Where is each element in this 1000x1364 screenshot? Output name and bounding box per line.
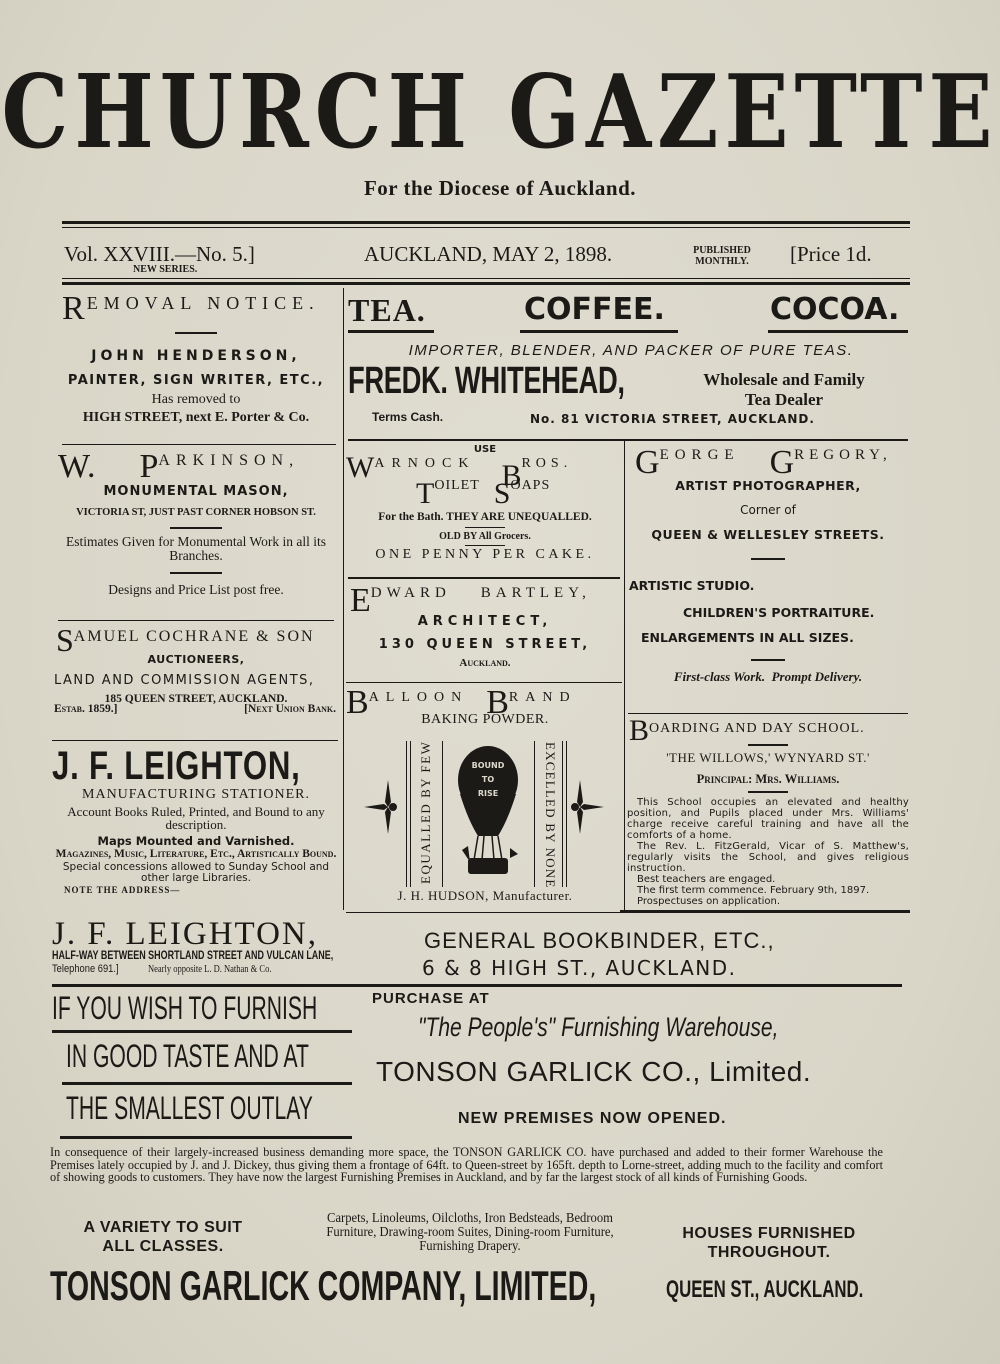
- hot-air-balloon-icon: [448, 742, 528, 882]
- leighton-special: Special concessions allowed to Sunday School and other large Libraries.: [62, 861, 330, 884]
- equalled-by-few: EQUALLED BY FEW: [418, 740, 433, 884]
- price-text: ONE PENNY PER CAKE.: [375, 547, 595, 562]
- whitehead-tea-ad: [348, 292, 914, 438]
- coffee-heading: COFFEE.: [524, 292, 665, 327]
- rule: [60, 1136, 352, 1139]
- monthly-label: MONTHLY.: [695, 256, 749, 267]
- divider: [175, 332, 217, 334]
- balloon-text-bound: BOUND: [471, 761, 505, 770]
- rule: [348, 330, 434, 333]
- houses-furnished: [660, 1224, 878, 1262]
- rule: [534, 741, 535, 887]
- leighton-trade: MANUFACTURING STATIONER.: [82, 787, 310, 802]
- cochrane-trade: AUCTIONEERS,: [147, 653, 245, 666]
- halfway-address: HALF-WAY BETWEEN SHORTLAND STREET AND VULCAN LANE,: [52, 950, 334, 962]
- rule: [52, 984, 902, 987]
- removal-notice-ad: [52, 290, 340, 426]
- leighton-banner-trade: GENERAL BOOKBINDER, ETC.,: [424, 928, 775, 953]
- school-principal: Principal: Mrs. Williams.: [696, 772, 840, 786]
- warnock-word: ARNOCK: [374, 456, 476, 471]
- tonson-footer-address: QUEEN ST., AUCKLAND.: [666, 1276, 864, 1303]
- excelled-by-none: EXCELLED BY NONE: [543, 742, 558, 889]
- balloon-text-to: TO: [481, 775, 495, 784]
- rule: [562, 741, 563, 887]
- gregory-word: REGORY,: [794, 447, 892, 463]
- tonson-body-text: In consequence of their largely-increased business demanding more space, the TONSON GARLICK CO. have purchased and added to their former Warehouse the Premises lately occupied by J. and J. Dickey, thus giving them a frontage of 64ft. to Queen-street by 165ft. depth to Lorne-street, adding much to the facility and comfort of showing goods to customers. They have now the largest Furnishing Premises in Auckland, and by far the largest stock of all kinds of Furnishing Goods.: [50, 1145, 883, 1184]
- rule: [566, 741, 567, 887]
- drop-cap: G: [635, 444, 660, 481]
- rule: [62, 444, 336, 445]
- artistic-studio: ARTISTIC STUDIO.: [629, 578, 755, 593]
- bros-word: ROS.: [521, 456, 573, 471]
- volume-text: Vol. XXVIII.—No. 5.]: [64, 242, 255, 266]
- school-heading: OARDING AND DAY SCHOOL.: [649, 721, 865, 736]
- leighton-banner-address: 6 & 8 HIGH ST., AUCKLAND.: [422, 956, 737, 980]
- parkinson-designs: Designs and Price List post free.: [108, 582, 284, 597]
- leighton-name: J. F. LEIGHTON,: [52, 744, 301, 788]
- houses-line-1: HOUSES FURNISHED: [682, 1225, 856, 1242]
- column-divider: [343, 288, 344, 910]
- tonson-garlick-co: TONSON GARLICK CO., Limited.: [376, 1056, 812, 1087]
- issue-date: AUCKLAND, MAY 2, 1898.: [364, 242, 613, 266]
- balloon-word: ALLOON: [368, 690, 469, 705]
- masthead-title: CHURCH GAZETTE: [1, 52, 999, 172]
- bartley-address: 130 QUEEN STREET,: [378, 637, 592, 652]
- rule: [348, 439, 908, 441]
- parkinson-trade: MONUMENTAL MASON,: [103, 484, 289, 499]
- bartley-architect-ad: [346, 582, 624, 669]
- rule: [62, 1082, 352, 1085]
- balloon-text-rise: RISE: [477, 789, 499, 798]
- divider: [170, 572, 222, 574]
- whitehead-name: FREDK. WHITEHEAD,: [348, 360, 625, 402]
- rule: [520, 330, 678, 333]
- divider: [751, 558, 785, 560]
- bath-text: For the Bath. THEY ARE UNEQUALLED.: [378, 511, 592, 523]
- bartley-trade: ARCHITECT,: [417, 614, 553, 629]
- removed-text: Has removed to: [151, 392, 241, 407]
- henderson-trade: PAINTER, SIGN WRITER, ETC.,: [67, 373, 325, 388]
- whitehead-address: No. 81 VICTORIA STREET, AUCKLAND.: [530, 412, 815, 426]
- drop-cap: B: [346, 684, 369, 721]
- parkinson-initial: W.: [58, 448, 96, 485]
- rule: [406, 741, 407, 887]
- column-divider: [624, 440, 625, 910]
- gregory-tagline: First-class Work. Prompt Delivery.: [673, 669, 863, 684]
- leighton-banner-name: J. F. LEIGHTON,: [52, 916, 318, 952]
- sold-by-text: OLD BY All Grocers.: [439, 531, 531, 542]
- gregory-streets: QUEEN & WELLESLEY STREETS.: [651, 527, 885, 542]
- george-word: EORGE: [659, 447, 740, 463]
- variety-line-2: ALL CLASSES.: [102, 1238, 224, 1255]
- cochrane-address: 185 QUEEN STREET, AUCKLAND.: [104, 693, 288, 705]
- leighton-stationer-ad: [52, 744, 340, 895]
- divider: [751, 659, 785, 661]
- divider: [170, 527, 222, 529]
- gregory-photographer-ad: [627, 444, 909, 685]
- brand-word: RAND: [508, 690, 577, 705]
- cochrane-auctioneers-ad: [52, 622, 340, 715]
- drop-cap: B: [629, 714, 650, 747]
- baking-powder-label: BAKING POWDER.: [421, 712, 549, 727]
- leighton-maps: Maps Mounted and Varnished.: [97, 834, 295, 848]
- nearly-opposite: Nearly opposite L. D. Nathan & Co.: [148, 964, 272, 975]
- leighton-bookbinder-banner: [52, 918, 912, 982]
- school-description-3: Best teachers are engaged.: [637, 874, 776, 885]
- ornament-right-icon: [568, 780, 604, 834]
- masthead-subtitle: For the Diocese of Auckland.: [363, 176, 637, 200]
- edward-word: DWARD: [370, 585, 451, 601]
- variety-slogan: [48, 1218, 278, 1256]
- divider: [465, 545, 505, 546]
- warnock-soaps-ad: [346, 444, 624, 563]
- cocoa-heading: COCOA.: [770, 292, 900, 327]
- furnish-slogan: [52, 990, 352, 1140]
- gregory-trade: ARTIST PHOTOGRAPHER,: [675, 478, 861, 493]
- henderson-address: HIGH STREET, next E. Porter & Co.: [82, 410, 310, 425]
- goods-list: Carpets, Linoleums, Oilcloths, Iron Bedsteads, Bedroom Furniture, Drawing-room Suites, Dining-room Furniture, Furnishing Drapery.: [326, 1211, 614, 1254]
- balloon-baking-powder-ad: [346, 684, 624, 908]
- price-label: [Price 1d.: [790, 242, 872, 266]
- rule: [346, 682, 622, 683]
- houses-line-2: THROUGHOUT.: [707, 1244, 831, 1261]
- role-line-2: Tea Dealer: [744, 390, 824, 409]
- tea-tagline: IMPORTER, BLENDER, AND PACKER OF PURE TEAS.: [408, 342, 854, 359]
- parkinson-ad: [52, 448, 340, 598]
- balloon-illustration: [448, 742, 528, 882]
- parkinson-estimates: Estimates Given for Monumental Work in all its Branches.: [65, 534, 326, 563]
- use-label: USE: [473, 444, 497, 455]
- drop-cap: W: [346, 451, 375, 484]
- cochrane-name: AMUEL COCHRANE & SON: [73, 628, 315, 645]
- slogan-line-1: IF YOU WISH TO FURNISH: [52, 990, 318, 1026]
- enlargements: ENLARGEMENTS IN ALL SIZES.: [641, 630, 854, 645]
- rule: [410, 741, 411, 887]
- toilet-word: OILET: [434, 478, 480, 493]
- telephone: Telephone 691.]: [52, 963, 119, 975]
- corner-of: Corner of: [740, 503, 796, 517]
- tonson-footer-name: TONSON GARLICK COMPANY, LIMITED,: [50, 1262, 597, 1309]
- drop-cap: B: [486, 684, 509, 721]
- parkinson-address: VICTORIA ST, JUST PAST CORNER HOBSON ST.: [76, 507, 316, 518]
- rule: [346, 912, 910, 913]
- school-name: 'THE WILLOWS,' WYNYARD ST.': [666, 750, 870, 765]
- soaps-word: OAPS: [510, 478, 551, 493]
- boarding-school-ad: [627, 714, 909, 907]
- bartley-word: BARTLEY,: [480, 585, 591, 601]
- divider: [748, 791, 788, 793]
- leighton-magazines: Magazines, Music, Literature, Etc., Artistically Bound.: [55, 848, 337, 860]
- drop-cap: P: [139, 448, 159, 485]
- rule: [62, 227, 910, 228]
- childrens-portraiture: CHILDREN'S PORTRAITURE.: [683, 605, 875, 620]
- rule: [52, 740, 338, 741]
- school-description-1: This School occupies an elevated and healthy position, and Pupils placed under Mrs. Williams' charge receive careful training and have all the comforts of a home.: [627, 797, 909, 841]
- note-address: NOTE THE ADDRESS—: [64, 885, 181, 895]
- slogan-line-3: THE SMALLEST OUTLAY: [66, 1090, 313, 1126]
- school-description-5: Prospectuses on application.: [637, 896, 781, 907]
- drop-cap: G: [769, 444, 795, 481]
- removal-heading: EMOVAL NOTICE.: [86, 293, 320, 313]
- purchase-at: PURCHASE AT: [372, 990, 490, 1007]
- new-premises: NEW PREMISES NOW OPENED.: [458, 1110, 727, 1127]
- role-line-1: Wholesale and Family: [703, 370, 865, 389]
- published-label: PUBLISHED: [693, 245, 751, 256]
- ornament-left-icon: [364, 780, 400, 834]
- rule: [62, 282, 910, 285]
- leighton-account-books: Account Books Ruled, Printed, and Bound to any description.: [67, 804, 325, 832]
- drop-cap: B: [501, 459, 522, 492]
- cochrane-next-to: [Next Union Bank.: [244, 703, 336, 715]
- publication-frequency: [670, 245, 774, 267]
- drop-cap: E: [350, 582, 371, 619]
- divider: [465, 527, 505, 528]
- rule: [58, 620, 334, 621]
- rule: [442, 741, 443, 887]
- rule: [62, 221, 910, 224]
- school-description-2: The Rev. L. FitzGerald, Vicar of S. Matthew's, regularly visits the School, and gives religious instruction.: [627, 841, 909, 874]
- whitehead-role: [654, 370, 914, 410]
- tea-heading: TEA.: [348, 292, 426, 328]
- drop-cap: T: [416, 477, 435, 510]
- rule: [52, 1030, 352, 1033]
- new-series-label: NEW SERIES.: [133, 264, 198, 275]
- rule: [768, 330, 908, 333]
- drop-cap: S: [493, 477, 511, 510]
- slogan-line-2: IN GOOD TASTE AND AT: [66, 1038, 309, 1074]
- variety-line-1: A VARIETY TO SUIT: [83, 1219, 243, 1236]
- peoples-warehouse: "The People's" Furnishing Warehouse,: [418, 1012, 779, 1042]
- henderson-name: JOHN HENDERSON,: [91, 348, 301, 364]
- school-description-4: The first term commence. February 9th, 1897.: [637, 885, 870, 896]
- drop-cap: R: [62, 290, 87, 327]
- rule: [62, 278, 910, 279]
- hudson-manufacturer: J. H. HUDSON, Manufacturer.: [397, 888, 573, 903]
- parkinson-name: ARKINSON,: [158, 452, 300, 469]
- bartley-city: Auckland.: [459, 657, 511, 669]
- drop-cap: S: [56, 622, 74, 658]
- terms-cash: Terms Cash.: [372, 410, 444, 424]
- cochrane-established: Estab. 1859.]: [54, 703, 118, 715]
- rule: [348, 577, 620, 579]
- cochrane-agents: LAND AND COMMISSION AGENTS,: [54, 673, 315, 688]
